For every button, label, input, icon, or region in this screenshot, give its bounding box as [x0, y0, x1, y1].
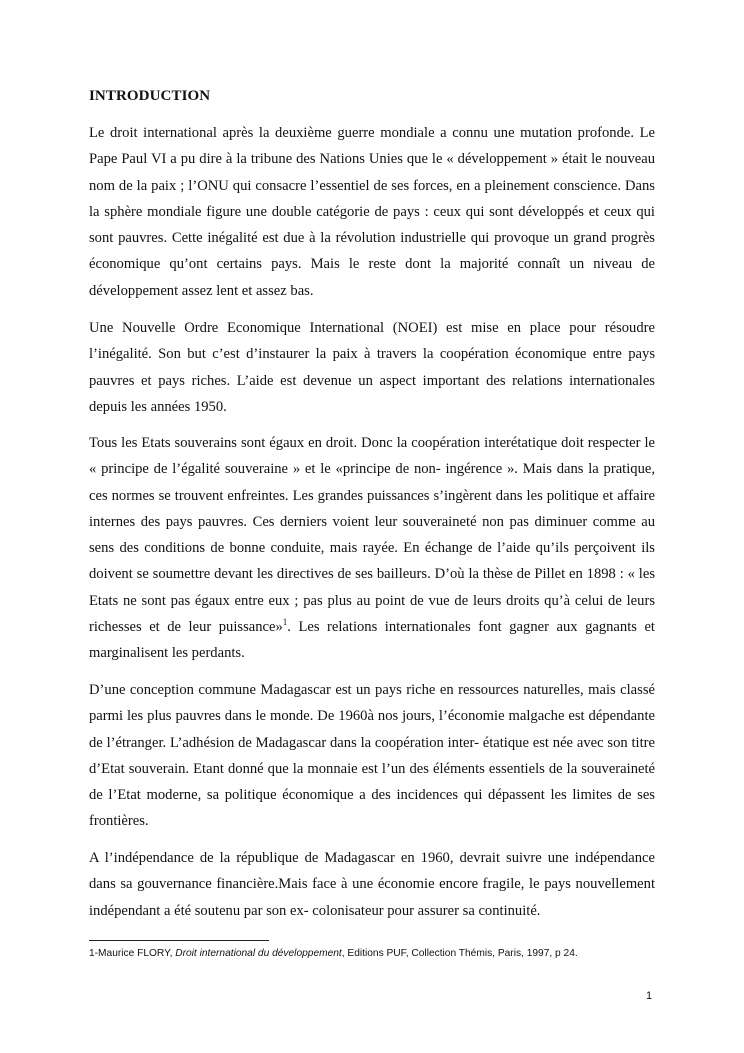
- paragraph-2: Une Nouvelle Ordre Economique International (NOEI) est mise en place pour résoudre l’inégalité. Son but c’est d’instaurer la paix à travers la coopération économique entre pays pauvres et pays riches. L’aide est devenue un aspect important des relations internationales depuis les années 1950.: [89, 320, 655, 415]
- paragraph-4: D’une conception commune Madagascar est un pays riche en ressources naturelles, mais classé parmi les plus pauvres dans le monde. De 1960à nos jours, l’économie malgache est dépendante de l’étranger. L’adhésion de Madagascar dans la coopération inter- étatique est née avec son titre d’Etat souverain. Etant donné que la monnaie est l’un des éléments essentiels de la souveraineté de l’Etat moderne, sa politique économique a des incidences qui dépassent les limites de ses frontières.: [89, 682, 655, 830]
- footnote-suffix: , Editions PUF, Collection Thémis, Paris, 1997, p 24.: [341, 948, 578, 959]
- paragraph-3-tail: . Les relations internationales font gagner aux gagnants et marginalisent les perdants.: [89, 619, 655, 662]
- footnote-title: Droit international du développement: [175, 948, 342, 959]
- paragraph-3-body: Tous les Etats souverains sont égaux en droit. Donc la coopération interétatique doit respecter le « principe de l’égalité souveraine » et le «principe de non- ingérence ». Mais dans la pratique, ces normes se trouvent enfreintes. Les grandes puissances s’ingèrent dans les politique et affaire internes des pays pauvres. Ces derniers voient leur souveraineté non pas diminuer comme au sens des conditions de bonne conduite, mais rayée. En échange de l’aide qu’ils perçoivent ils doivent se soumettre devant les directives de ses bailleurs. D’où la thèse de Pillet en 1898 : « les Etats ne sont pas égaux entre eux ; pas plus au point de vue de leurs droits qu’à celui de leurs richesses et de leur puissance»: [89, 435, 655, 636]
- footnote-separator: [89, 940, 269, 941]
- paragraph-3: [89, 430, 655, 667]
- page-number: 1: [646, 990, 653, 1002]
- section-heading: INTRODUCTION: [89, 88, 211, 104]
- footnote: [89, 947, 689, 961]
- paragraph-1: Le droit international après la deuxième guerre mondiale a connu une mutation profonde. Le Pape Paul VI a pu dire à la tribune des Nations Unies que le « développement » était le nouveau nom de la paix ; l’ONU qui consacre l’essentiel de ses forces, en a pleinement conscience. Dans la sphère mondiale figure une double catégorie de pays : ceux qui sont développés et ceux qui sont pauvres. Cette inégalité est due à la révolution industrielle qui provoque un grand progrès économique qu’ont certains pays. Mais le reste dont la majorité connaît un niveau de développement assez lent et assez bas.: [89, 125, 655, 299]
- footnote-reference: 1: [282, 617, 288, 628]
- footnote-prefix: 1-Maurice FLORY,: [89, 948, 176, 959]
- paragraph-5: A l’indépendance de la république de Madagascar en 1960, devrait suivre une indépendance dans sa gouvernance financière.Mais face à une économie encore fragile, le pays nouvellement indépendant a été soutenu par son ex- colonisateur pour assurer sa continuité.: [89, 850, 655, 919]
